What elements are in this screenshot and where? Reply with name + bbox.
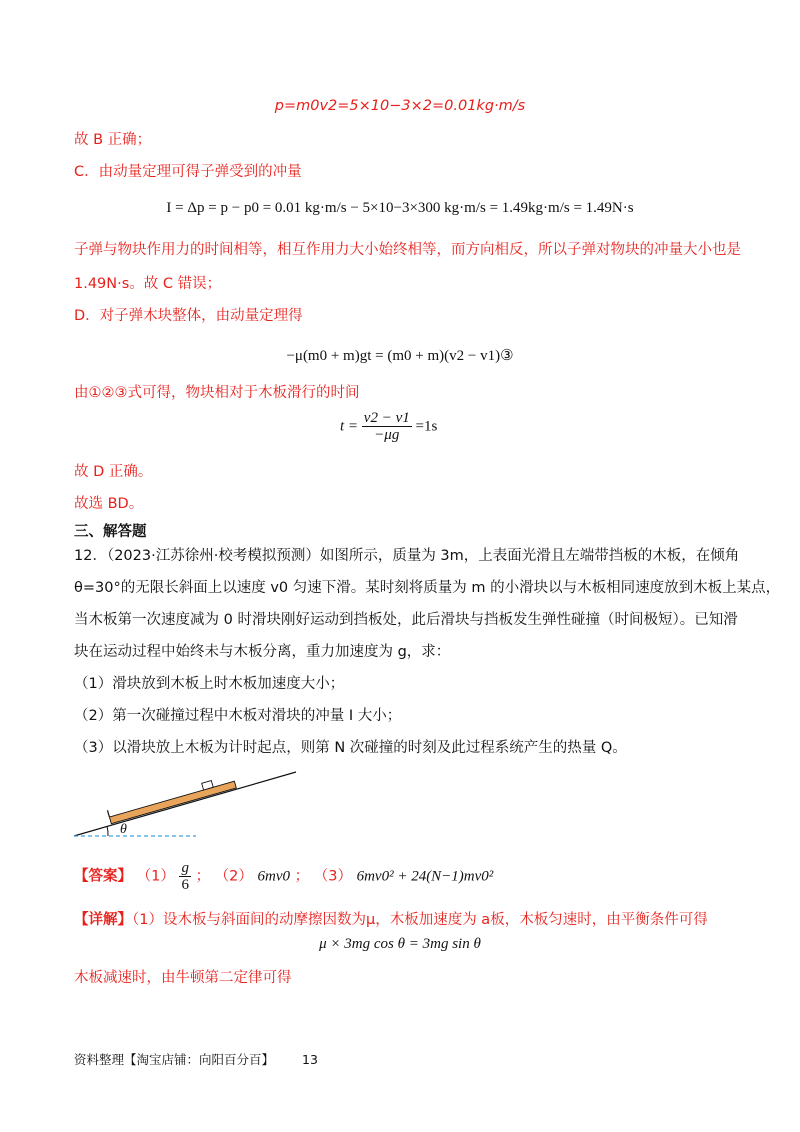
baffle-plate — [107, 810, 109, 817]
time-rhs: =1s — [415, 418, 438, 435]
section-title: 三、解答题 — [74, 524, 147, 540]
answer-2-label: （2） — [214, 868, 253, 885]
option-c-explanation-line1: 子弹与物块作用力的时间相等，相互作用力大小始终相等，而方向相反，所以子弹对物块的冲量大小也是 — [74, 242, 741, 258]
momentum-theorem-formula: −μ(m0 + m)gt = (m0 + m)(v2 − v1)③ — [286, 348, 514, 364]
answer-1-label: （1） — [136, 868, 175, 885]
answer-1-fraction — [179, 860, 191, 893]
impulse-formula: I = Δp = p − p0 = 0.01 kg·m/s − 5×10−3×300 kg·m/s = 1.49kg·m/s = 1.49N·s — [166, 200, 634, 216]
answer-separator-2: ； — [294, 868, 310, 885]
time-denominator: −μg — [374, 427, 400, 443]
wooden-board — [107, 774, 236, 823]
answer-line — [74, 860, 493, 900]
sub-question-1: （1）滑块放到木板上时木板加速度大小； — [74, 676, 345, 692]
answer-tag: 【答案】 — [74, 868, 132, 885]
conclusion-d: 故 D 正确。 — [74, 464, 153, 480]
answer-3-label: （3） — [313, 868, 352, 885]
theta-label: θ — [120, 822, 127, 837]
detail-line — [74, 910, 708, 930]
page-number: 13 — [302, 1052, 318, 1067]
option-c-intro: C．由动量定理可得子弹受到的冲量 — [74, 164, 302, 180]
option-c-explanation-line2: 1.49N·s。故 C 错误； — [74, 276, 222, 292]
incline-diagram — [70, 758, 310, 842]
answer-2-value: 6mv0 — [257, 868, 291, 885]
derivation-text: 由①②③式可得，物块相对于木板滑行的时间 — [74, 385, 360, 401]
time-formula — [340, 410, 437, 454]
question-12-line2: θ=30°的无限长斜面上以速度 v0 匀速下滑。某时刻将质量为 m 的小滑块以与木板相同速度放到木板上某点， — [74, 580, 781, 596]
question-12-line4: 块在运动过程中始终未与木板分离，重力加速度为 g，求： — [74, 644, 451, 660]
conclusion-b: 故 B 正确； — [74, 132, 152, 148]
angle-arc — [107, 826, 108, 836]
momentum-formula: p=m0v2=5×10−3×2=0.01kg·m/s — [274, 98, 526, 114]
question-12-line1: 12．（2023·江苏徐州·校考模拟预测）如图所示，质量为 3m，上表面光滑且左端带挡板的木板，在倾角 — [74, 548, 740, 564]
question-12-line3: 当木板第一次速度减为 0 时滑块刚好运动到挡板处，此后滑块与挡板发生弹性碰撞（时间极短）。已知滑 — [74, 612, 738, 628]
answer-1-numerator: g — [181, 860, 189, 876]
equilibrium-formula: μ × 3mg cos θ = 3mg sin θ — [319, 936, 481, 952]
option-d-intro: D．对子弹木块整体，由动量定理得 — [74, 308, 303, 324]
detail-text-2: 木板减速时，由牛顿第二定律可得 — [74, 970, 292, 986]
detail-tag: 【详解】 — [74, 912, 132, 928]
answer-1-denominator: 6 — [181, 877, 189, 893]
footer-source: 资料整理【淘宝店铺：向阳百分百】 — [74, 1052, 275, 1067]
detail-text-1: （1）设木板与斜面间的动摩擦因数为μ，木板加速度为 a板，木板匀速时，由平衡条件可得 — [132, 912, 708, 928]
answer-separator-1: ； — [195, 868, 211, 885]
time-fraction — [362, 410, 412, 443]
answer-3-value: 6mv0² + 24(N−1)mv0² — [356, 868, 494, 885]
sub-question-3: （3）以滑块放上木板为计时起点，则第 N 次碰撞的时刻及此过程系统产生的热量 Q。 — [74, 740, 627, 756]
time-lhs: t = — [340, 418, 359, 435]
final-choice: 故选 BD。 — [74, 496, 144, 512]
time-numerator: v2 − v1 — [363, 410, 410, 426]
sub-question-2: （2）第一次碰撞过程中木板对滑块的冲量 I 大小； — [74, 708, 402, 724]
